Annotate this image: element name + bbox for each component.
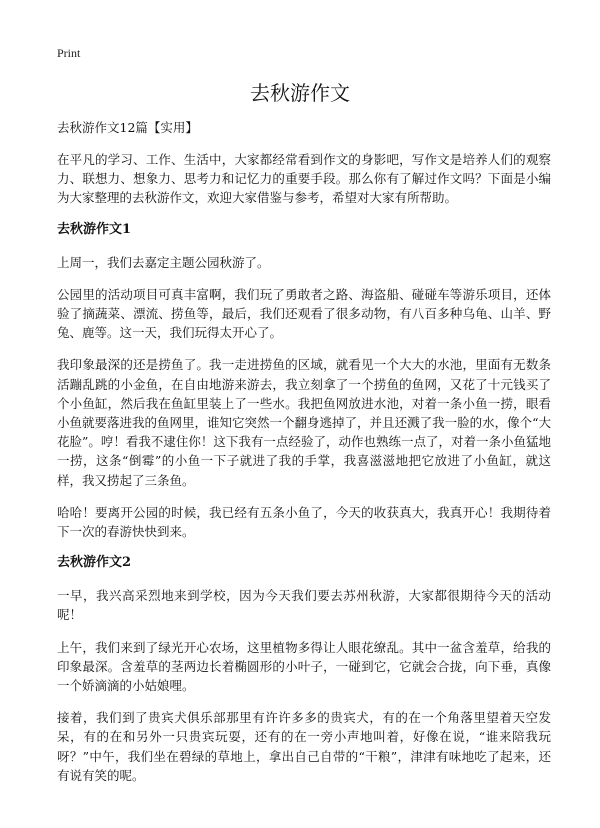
paragraph: 哈哈！要离开公园的时候，我已经有五条小鱼了，今天的收获真大，我真开心！我期待着下一次的春游快快到来。	[57, 504, 551, 540]
paragraph: 上周一，我们去嘉定主题公园秋游了。	[57, 254, 270, 270]
section-heading: 去秋游作文1	[57, 221, 132, 237]
article-body	[57, 150, 551, 798]
section-heading: 去秋游作文2	[57, 555, 132, 571]
document-subtitle: 去秋游作文12篇【实用】	[57, 120, 198, 135]
paragraph: 公园里的活动项目可真丰富啊，我们玩了勇敢者之路、海盗船、碰碰车等游乐项目，还体验了摘蔬菜、漂流、捞鱼等，最后，我们还观看了很多动物，有八百多种乌龟、山羊、野兔、鹿等。这一天，我们玩得太开心了。	[57, 286, 551, 341]
print-link[interactable]: Print	[57, 46, 81, 60]
paragraph: 接着，我们到了贵宾犬俱乐部那里有许许多多的贵宾犬，有的在一个角落里望着天空发呆，有的在和另外一只贵宾玩耍，还有的在一旁小声地叫着，好像在说，“谁来陪我玩呀？”中午，我们坐在碧绿的草地上，拿出自己自带的“干粮”，津津有味地吃了起来，还有说有笑的呢。	[57, 710, 551, 783]
paragraph: 上午，我们来到了绿光开心农场，这里植物多得让人眼花缭乱。其中一盆含羞草，给我的印象最深。含羞草的茎两边长着椭圆形的小叶子，一碰到它，它就会合拢，向下垂，真像一个娇滴滴的小姑娘哩。	[57, 639, 551, 694]
intro-paragraph: 在平凡的学习、工作、生活中，大家都经常看到作文的身影吧，写作文是培养人们的观察力、联想力、想象力、思考力和记忆力的重要手段。那么你有了解过作文吗？下面是小编为大家整理的去秋游作文，欢迎大家借鉴与参考，希望对大家有所帮助。	[57, 152, 551, 206]
paragraph: 一早，我兴高采烈地来到学校，因为今天我们要去苏州秋游，大家都很期待今天的活动呢！	[57, 588, 551, 623]
paragraph: 我印象最深的还是捞鱼了。我一走进捞鱼的区域，就看见一个大大的水池，里面有无数条活蹦乱跳的小金鱼，在自由地游来游去，我立刻拿了一个捞鱼的鱼网，又花了十元钱买了个小鱼缸，然后我在鱼缸里装上了一些水。我把鱼网放进水池，对着一条小鱼一捞，眼看小鱼就要落进我的鱼网里，谁知它突然一个翻身逃掉了，并且还溅了我一脸的水，像个“大花脸”。哼！看我不逮住你！这下我有一点经验了，动作也熟练一点了，对着一条小鱼猛地一捞，这条“倒霉”的小鱼一下子就进了我的手掌，我喜滋滋地把它放进了小鱼缸，就这样，我又捞起了三条鱼。	[57, 357, 551, 488]
document-title: 去秋游作文	[250, 81, 350, 105]
